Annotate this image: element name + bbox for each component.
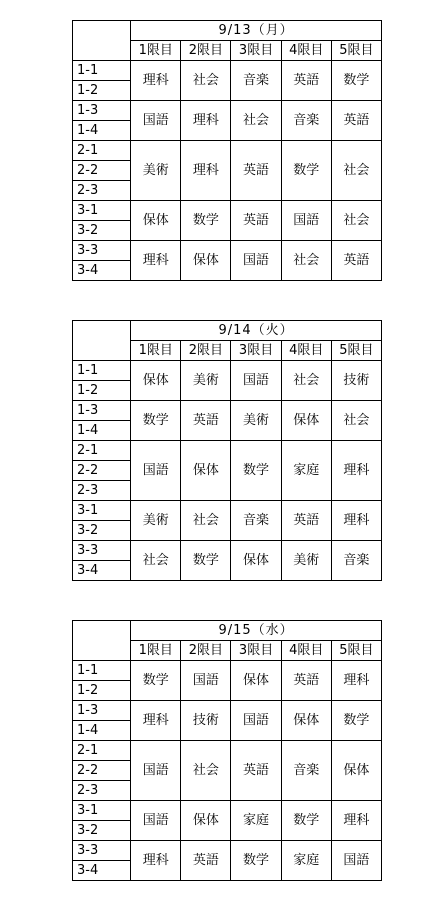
table-row: [73, 401, 382, 421]
subject-cell: 音楽: [281, 741, 331, 801]
subject-cell: 数学: [181, 541, 231, 581]
subject-cell: 音楽: [281, 101, 331, 141]
class-label: 1-1: [73, 361, 131, 381]
subject-cell: 美術: [131, 141, 181, 201]
subject-cell: 数学: [281, 141, 331, 201]
subject-cell: 数学: [131, 401, 181, 441]
subject-cell: 理科: [131, 701, 181, 741]
period-header: 2限目: [181, 341, 231, 361]
subject-cell: 社会: [281, 361, 331, 401]
table-row: [73, 661, 382, 681]
subject-cell: 保体: [231, 661, 281, 701]
class-label: 3-3: [73, 841, 131, 861]
subject-cell: 保体: [181, 441, 231, 501]
class-label: 1-4: [73, 421, 131, 441]
subject-cell: 英語: [331, 101, 381, 141]
subject-cell: 理科: [131, 241, 181, 281]
timetable-table: [72, 20, 382, 281]
subject-cell: 国語: [131, 101, 181, 141]
subject-cell: 美術: [231, 401, 281, 441]
period-header: 5限目: [331, 641, 381, 661]
table-row: [73, 841, 382, 861]
subject-cell: 数学: [131, 661, 181, 701]
subject-cell: 音楽: [231, 61, 281, 101]
subject-cell: 理科: [331, 661, 381, 701]
subject-cell: 家庭: [281, 841, 331, 881]
subject-cell: 英語: [331, 241, 381, 281]
class-label: 1-4: [73, 721, 131, 741]
subject-cell: 社会: [331, 141, 381, 201]
subject-cell: 数学: [231, 441, 281, 501]
subject-cell: 保体: [181, 801, 231, 841]
corner-cell: [73, 621, 131, 661]
subject-cell: 理科: [131, 61, 181, 101]
class-label: 3-2: [73, 221, 131, 241]
subject-cell: 英語: [281, 61, 331, 101]
subject-cell: 社会: [231, 101, 281, 141]
subject-cell: 保体: [231, 541, 281, 581]
subject-cell: 数学: [331, 61, 381, 101]
subject-cell: 数学: [231, 841, 281, 881]
subject-cell: 保体: [281, 701, 331, 741]
subject-cell: 国語: [131, 441, 181, 501]
subject-cell: 英語: [181, 841, 231, 881]
table-row: [73, 141, 382, 161]
corner-cell: [73, 321, 131, 361]
subject-cell: 英語: [231, 141, 281, 201]
subject-cell: 理科: [331, 801, 381, 841]
class-label: 1-1: [73, 61, 131, 81]
subject-cell: 社会: [181, 741, 231, 801]
subject-cell: 社会: [181, 501, 231, 541]
table-row: [73, 501, 382, 521]
period-header: 2限目: [181, 41, 231, 61]
class-label: 2-1: [73, 141, 131, 161]
class-label: 3-4: [73, 561, 131, 581]
period-header: 3限目: [231, 641, 281, 661]
class-label: 2-1: [73, 741, 131, 761]
subject-cell: 数学: [281, 801, 331, 841]
subject-cell: 音楽: [231, 501, 281, 541]
date-title: 9/15（水）: [131, 621, 382, 641]
class-label: 1-2: [73, 81, 131, 101]
class-label: 3-1: [73, 201, 131, 221]
table-row: [73, 241, 382, 261]
class-label: 1-4: [73, 121, 131, 141]
timetable-day-1: [72, 320, 382, 581]
class-label: 1-2: [73, 681, 131, 701]
table-row: [73, 741, 382, 761]
subject-cell: 技術: [181, 701, 231, 741]
class-label: 3-2: [73, 821, 131, 841]
class-label: 3-1: [73, 801, 131, 821]
subject-cell: 社会: [331, 201, 381, 241]
table-row: [73, 441, 382, 461]
subject-cell: 家庭: [281, 441, 331, 501]
timetable-day-0: [72, 20, 382, 281]
subject-cell: 理科: [331, 501, 381, 541]
subject-cell: 保体: [181, 241, 231, 281]
class-label: 2-3: [73, 481, 131, 501]
class-label: 3-3: [73, 241, 131, 261]
class-label: 1-3: [73, 101, 131, 121]
subject-cell: 数学: [331, 701, 381, 741]
class-label: 2-2: [73, 461, 131, 481]
timetable-table: [72, 620, 382, 881]
table-row: [73, 541, 382, 561]
subject-cell: 美術: [131, 501, 181, 541]
date-title: 9/14（火）: [131, 321, 382, 341]
class-label: 3-3: [73, 541, 131, 561]
subject-cell: 技術: [331, 361, 381, 401]
subject-cell: 数学: [181, 201, 231, 241]
table-row: [73, 61, 382, 81]
period-header: 3限目: [231, 41, 281, 61]
subject-cell: 保体: [131, 361, 181, 401]
subject-cell: 保体: [281, 401, 331, 441]
date-row: [73, 621, 382, 641]
period-header: 4限目: [281, 641, 331, 661]
corner-cell: [73, 21, 131, 61]
subject-cell: 国語: [181, 661, 231, 701]
class-label: 1-3: [73, 701, 131, 721]
class-label: 2-1: [73, 441, 131, 461]
period-header: 4限目: [281, 341, 331, 361]
table-row: [73, 101, 382, 121]
class-label: 1-2: [73, 381, 131, 401]
period-header: 5限目: [331, 341, 381, 361]
subject-cell: 国語: [331, 841, 381, 881]
subject-cell: 英語: [231, 741, 281, 801]
period-header: 4限目: [281, 41, 331, 61]
class-label: 3-2: [73, 521, 131, 541]
subject-cell: 音楽: [331, 541, 381, 581]
subject-cell: 美術: [281, 541, 331, 581]
period-header: 1限目: [131, 341, 181, 361]
subject-cell: 国語: [281, 201, 331, 241]
table-row: [73, 801, 382, 821]
subject-cell: 国語: [231, 361, 281, 401]
class-label: 3-4: [73, 261, 131, 281]
class-label: 2-3: [73, 181, 131, 201]
subject-cell: 理科: [181, 101, 231, 141]
subject-cell: 国語: [231, 241, 281, 281]
timetable-table: [72, 320, 382, 581]
subject-cell: 家庭: [231, 801, 281, 841]
subject-cell: 英語: [281, 501, 331, 541]
subject-cell: 理科: [131, 841, 181, 881]
timetable-day-2: [72, 620, 382, 881]
subject-cell: 国語: [231, 701, 281, 741]
period-header: 2限目: [181, 641, 231, 661]
class-label: 2-3: [73, 781, 131, 801]
subject-cell: 社会: [331, 401, 381, 441]
table-row: [73, 701, 382, 721]
table-row: [73, 361, 382, 381]
class-label: 1-3: [73, 401, 131, 421]
subject-cell: 保体: [131, 201, 181, 241]
period-header: 1限目: [131, 41, 181, 61]
subject-cell: 理科: [331, 441, 381, 501]
date-title: 9/13（月）: [131, 21, 382, 41]
table-row: [73, 201, 382, 221]
period-header: 5限目: [331, 41, 381, 61]
subject-cell: 美術: [181, 361, 231, 401]
subject-cell: 社会: [131, 541, 181, 581]
class-label: 1-1: [73, 661, 131, 681]
subject-cell: 英語: [231, 201, 281, 241]
subject-cell: 理科: [181, 141, 231, 201]
date-row: [73, 21, 382, 41]
period-header: 1限目: [131, 641, 181, 661]
class-label: 3-1: [73, 501, 131, 521]
subject-cell: 英語: [181, 401, 231, 441]
subject-cell: 社会: [181, 61, 231, 101]
subject-cell: 社会: [281, 241, 331, 281]
period-header: 3限目: [231, 341, 281, 361]
subject-cell: 英語: [281, 661, 331, 701]
class-label: 3-4: [73, 861, 131, 881]
subject-cell: 国語: [131, 801, 181, 841]
date-row: [73, 321, 382, 341]
class-label: 2-2: [73, 761, 131, 781]
class-label: 2-2: [73, 161, 131, 181]
subject-cell: 保体: [331, 741, 381, 801]
subject-cell: 国語: [131, 741, 181, 801]
